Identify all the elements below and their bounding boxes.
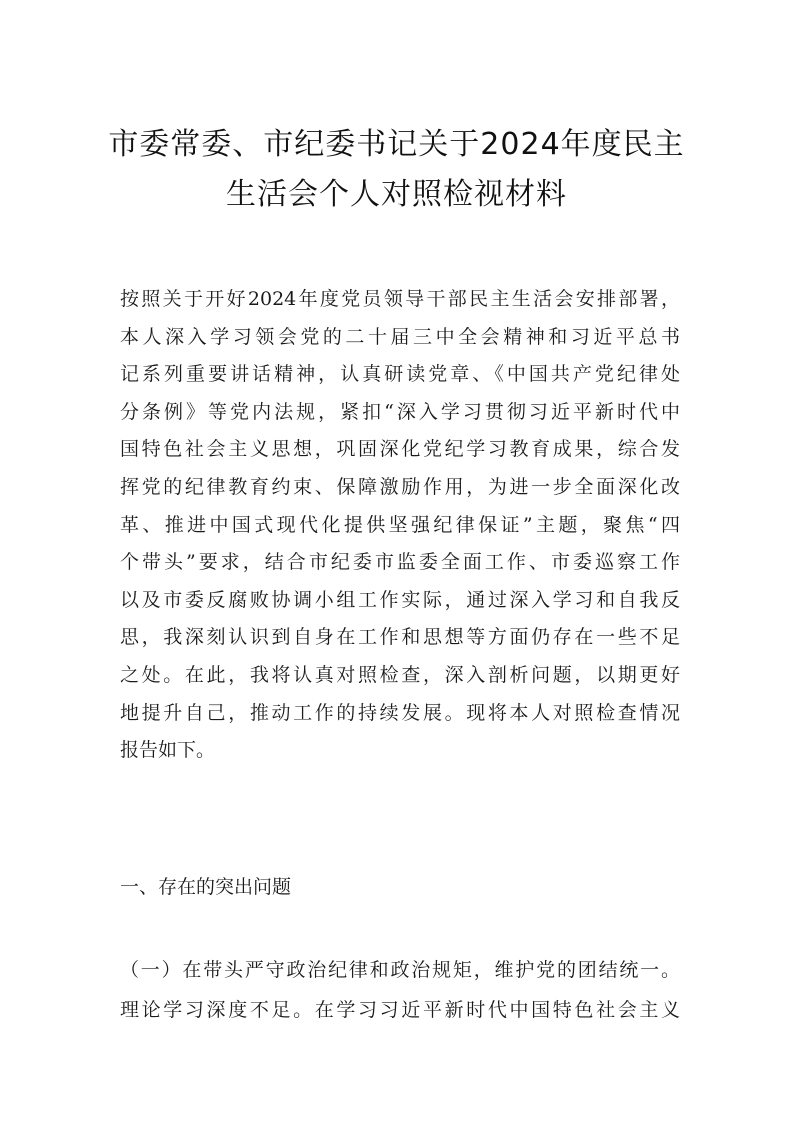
paragraph-line: 记系列重要讲话精神，认真研读党章、《中国共产党纪律处	[120, 363, 680, 386]
paragraph-line: 本人深入学习领会党的二十届三中全会精神和习近平总书	[120, 325, 680, 348]
paragraph-line: 地提升自己，推动工作的持续发展。现将本人对照检查情况	[120, 701, 680, 724]
title-line: 市委常委、市纪委书记关于2024年度民主	[108, 127, 685, 162]
paragraph-line: 革、推进中国式现代化提供坚强纪律保证”主题，聚焦“四	[120, 513, 680, 536]
paragraph-line: 之处。在此，我将认真对照检查，深入剖析问题，以期更好	[120, 663, 680, 686]
title-line: 生活会个人对照检视材料	[226, 177, 567, 212]
section-heading: 一、存在的突出问题	[120, 876, 292, 898]
paragraph-line: 挥党的纪律教育约束、保障激励作用，为进一步全面深化改	[120, 475, 680, 498]
intro-paragraph	[120, 281, 680, 770]
document-title	[100, 120, 693, 220]
paragraph-line: 分条例》等党内法规，紧扣“深入学习贯彻习近平新时代中	[120, 400, 680, 423]
paragraph-line: 报告如下。	[120, 739, 216, 762]
subsection-paragraph	[120, 950, 680, 1030]
paragraph-line: （一）在带头严守政治纪律和政治规矩，维护党的团结统一。	[120, 959, 680, 981]
paragraph-line: 思，我深刻认识到自身在工作和思想等方面仍存在一些不足	[120, 626, 680, 649]
paragraph-line: 以及市委反腐败协调小组工作实际，通过深入学习和自我反	[120, 588, 680, 611]
paragraph-line: 按照关于开好2024年度党员领导干部民主生活会安排部署，	[120, 288, 680, 310]
paragraph-line: 国特色社会主义思想，巩固深化党纪学习教育成果，综合发	[120, 438, 680, 461]
paragraph-line: 理论学习深度不足。在学习习近平新时代中国特色社会主义	[120, 999, 680, 1021]
paragraph-line: 个带头”要求，结合市纪委市监委全面工作、市委巡察工作	[120, 551, 680, 574]
